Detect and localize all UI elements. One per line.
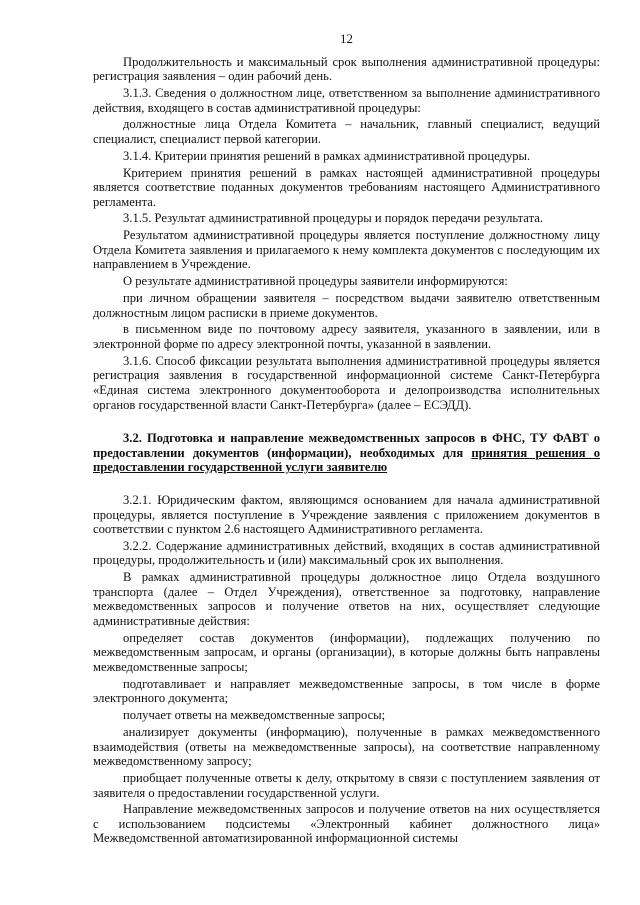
paragraph: 3.1.4. Критерии принятия решений в рамках административной процедуры. (123, 148, 531, 163)
paragraph: получает ответы на межведомственные запросы; (123, 708, 386, 723)
paragraph: 3.2.2. Содержание административных действий, входящих в состав административной процедуры, продолжительность и (или) максимальный срок их выполнения. (93, 538, 600, 568)
paragraph: Продолжительность и максимальный срок выполнения административной процедуры: регистрация заявления – один рабочий день. (93, 54, 600, 84)
section-heading-3-2 (93, 431, 600, 475)
paragraph: В рамках административной процедуры должностное лицо Отдела воздушного транспорта (далее – Отдел Учреждения), ответственное за подготовку, направление межведомственных запросов и получение ответов на них, осуществляет следующие административные действия: (93, 570, 600, 629)
paragraph: анализирует документы (информацию), полученные в рамках межведомственного взаимодействия (ответы на межведомственные запросы), на соответствие направленному межведомственному запросу; (93, 724, 600, 769)
paragraph: 3.1.5. Результат административной процедуры и порядок передачи результата. (123, 211, 543, 226)
document-page (93, 32, 600, 848)
paragraph: О результате административной процедуры заявители информируются: (123, 274, 508, 289)
paragraph: 3.1.3. Сведения о должностном лице, ответственном за выполнение административного действия, входящего в состав административной процедуры: (93, 85, 600, 115)
paragraph: Результатом административной процедуры является поступление должностному лицу Отдела Комитета заявления и прилагаемого к нему комплекта документов с последующим их направлением в Учреждение. (93, 228, 600, 272)
paragraph: при личном обращении заявителя – посредством выдачи заявителю ответственным должностным лицом расписки в приеме документов. (93, 291, 600, 320)
paragraph: Критерием принятия решений в рамках настоящей административной процедуры является соответствие поданных документов требованиям настоящего Административного регламента. (93, 165, 600, 209)
paragraph: 3.2.1. Юридическим фактом, являющимся основанием для начала административной процедуры, является поступление в Учреждение заявления с приложением документов в соответствии с пунктом 2.6 настоящего Административного регламента. (93, 492, 600, 537)
paragraph: подготавливает и направляет межведомственные запросы, в том числе в форме электронного документа; (93, 676, 600, 706)
paragraph: приобщает полученные ответы к делу, открытому в связи с поступлением заявления от заявителя о предоставлении государственной услуги. (93, 770, 600, 800)
paragraph: в письменном виде по почтовому адресу заявителя, указанного в заявлении, или в электронной форме по адресу электронной почты, указанной в заявлении. (93, 322, 600, 351)
paragraph: 3.1.6. Способ фиксации результата выполнения административной процедуры является регистрация заявления в государственной информационной системе Санкт-Петербурга «Единая система электронного документооборота и делопроизводства исполнительных органов государственной власти Санкт-Петербурга» (далее – ЕСЭДД). (93, 353, 600, 412)
section-3-1-body (93, 55, 600, 413)
paragraph: Направление межведомственных запросов и получение ответов на них осуществляется с использованием подсистемы «Электронный кабинет должностного лица» Межведомственной автоматизированной информационной системы (93, 802, 600, 846)
paragraph: определяет состав документов (информации), подлежащих получению по межведомственным запросам, и органы (организации), в которые должны быть направлены межведомственные запросы; (93, 630, 600, 674)
heading-text-underlined: принятия решения о предоставлении государственной услуги заявителю (93, 445, 600, 475)
page-number: 12 (340, 31, 353, 46)
paragraph: должностные лица Отдела Комитета – начальник, главный специалист, ведущий специалист, специалист первой категории. (93, 117, 600, 146)
heading-text: 3.2. Подготовка и направление межведомственных запросов в ФНС, ТУ ФАВТ о предоставлении документов (информации), необходимых для (93, 431, 600, 460)
section-3-2-body (93, 493, 600, 846)
